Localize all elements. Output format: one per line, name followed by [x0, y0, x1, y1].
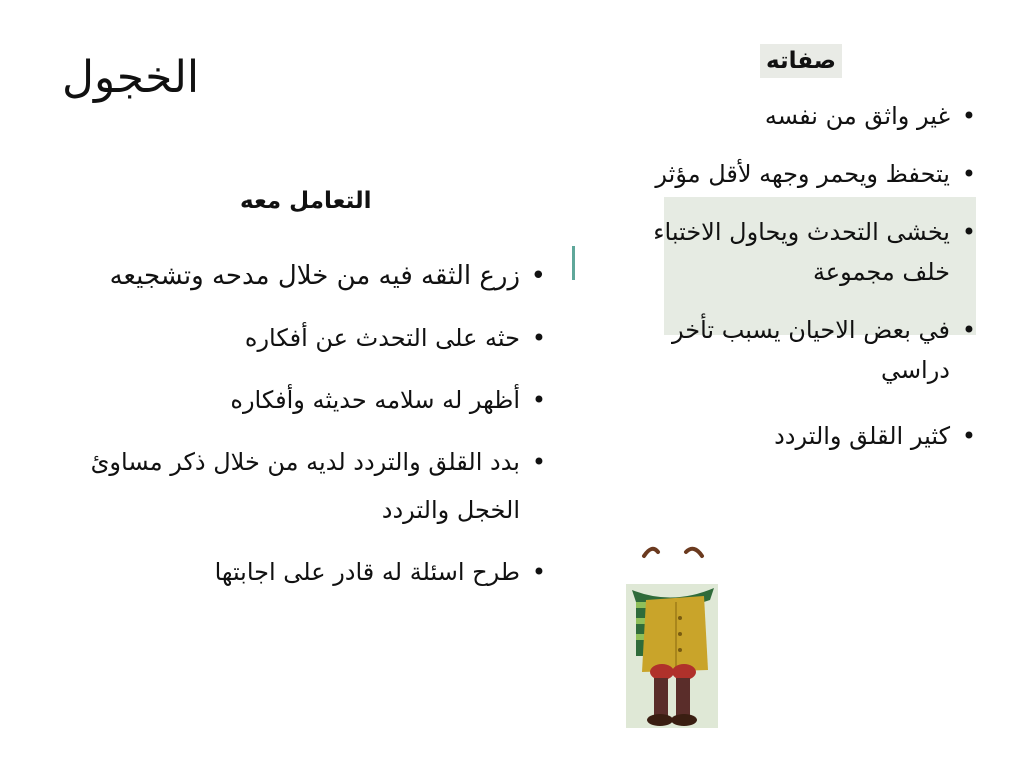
list-item: • زرع الثقه فيه من خلال مدحه وتشجيعه	[80, 252, 550, 300]
shy-person-illustration	[622, 540, 722, 730]
traits-list	[640, 96, 980, 474]
list-item: • حثه على التحدث عن أفكاره	[80, 314, 550, 362]
list-item: • طرح اسئلة له قادر على اجابتها	[80, 548, 550, 596]
list-item: • أظهر له سلامه حديثه وأفكاره	[80, 376, 550, 424]
handling-heading: التعامل معه	[240, 188, 372, 214]
traits-heading: صفاته	[760, 44, 842, 78]
list-item: • يخشى التحدث ويحاول الاختباء خلف مجموعة	[640, 212, 980, 292]
list-item: • بدد القلق والتردد لديه من خلال ذكر مساوئ الخجل والتردد	[80, 438, 550, 534]
slide-title: الخجول	[62, 52, 200, 103]
text-cursor-marker	[572, 246, 575, 280]
list-item: • غير واثق من نفسه	[640, 96, 980, 136]
list-item: • كثير القلق والتردد	[640, 416, 980, 456]
list-item: • يتحفظ ويحمر وجهه لأقل مؤثر	[640, 154, 980, 194]
shy-person-icon	[622, 540, 722, 730]
handling-list	[80, 252, 550, 610]
list-item: • في بعض الاحيان يسبب تأخر دراسي	[640, 310, 980, 390]
